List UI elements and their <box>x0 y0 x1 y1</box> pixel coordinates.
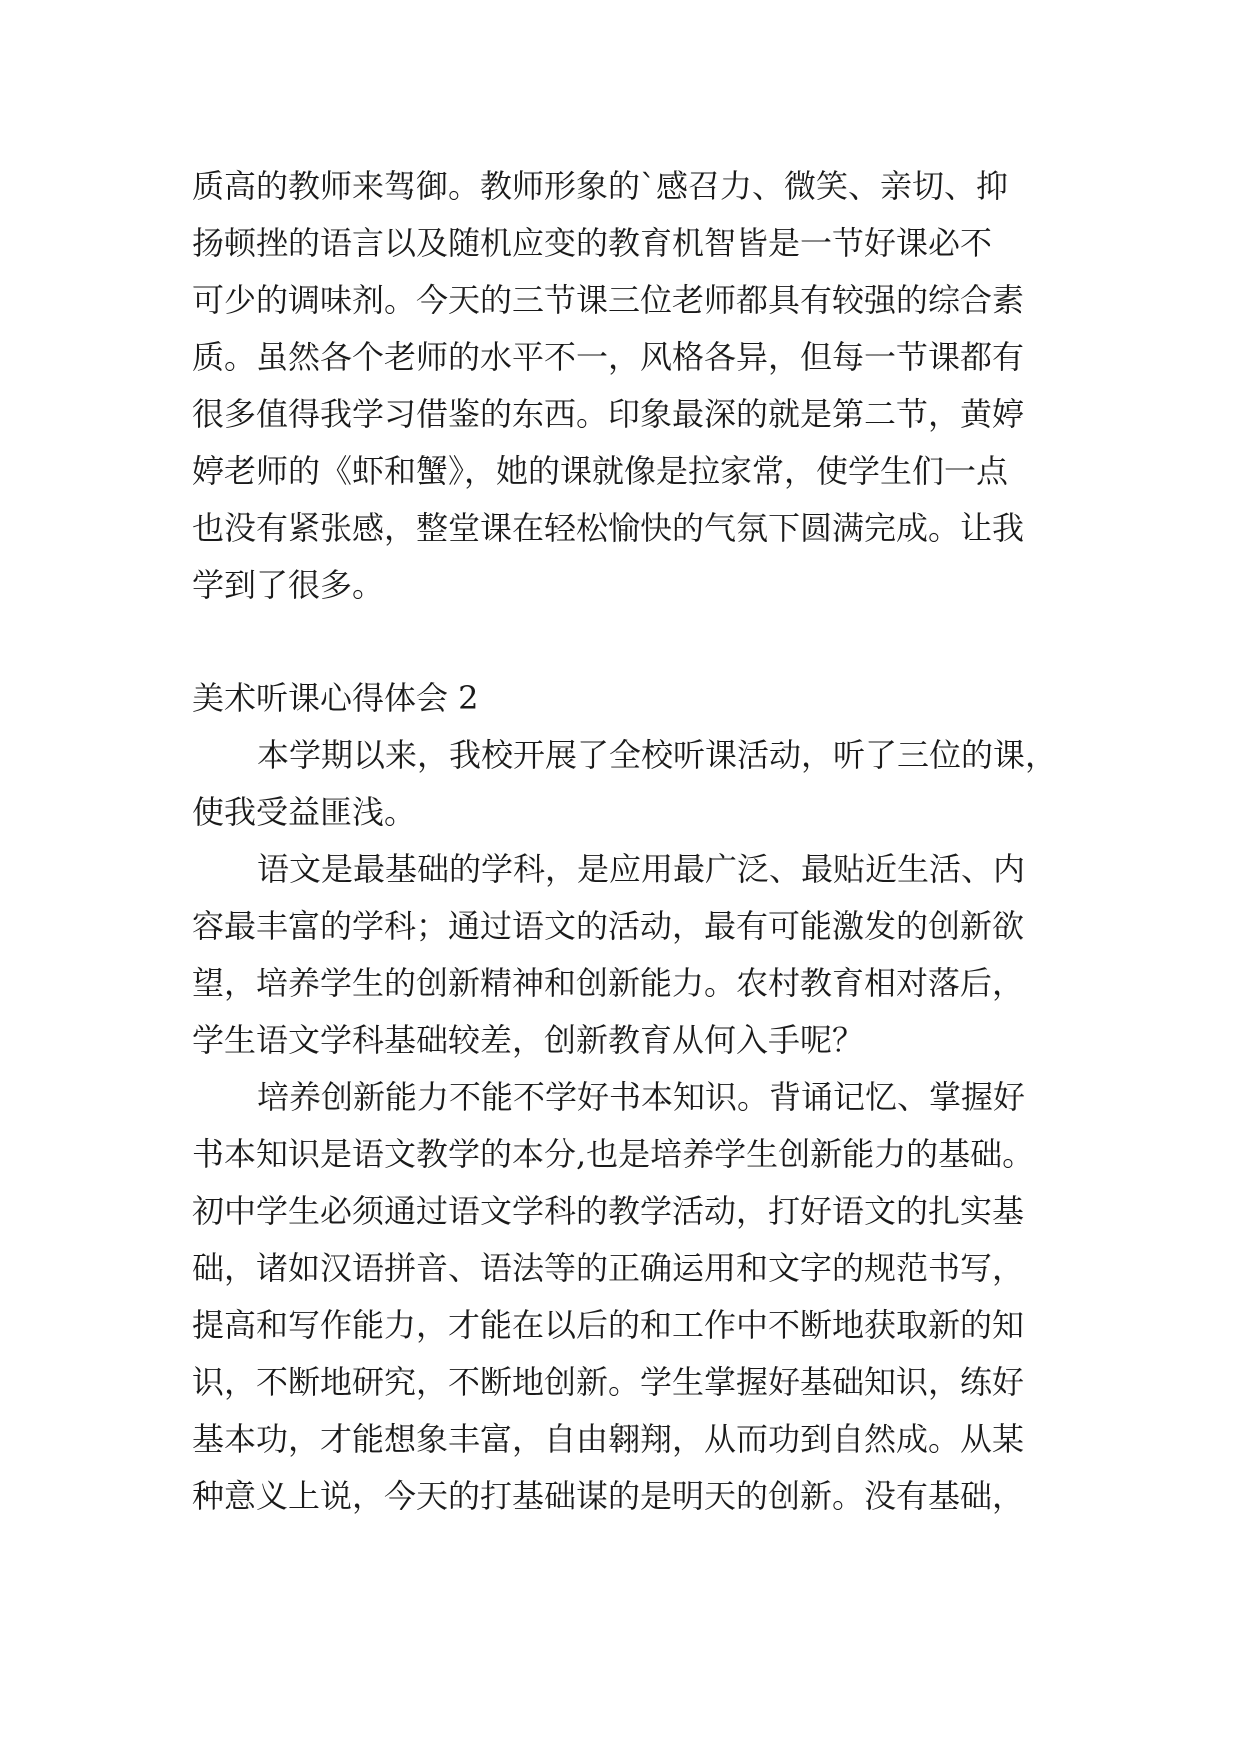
paragraph-line: 学生语文学科基础较差，创新教育从何入手呢？ <box>192 1021 865 1059</box>
paragraph-line: 语文是最基础的学科，是应用最广泛、最贴近生活、内 <box>257 850 1026 888</box>
paragraph-line: 础，诸如汉语拼音、语法等的正确运用和文字的规范书写， <box>192 1249 1025 1287</box>
paragraph-line: 质高的教师来驾御。教师形象的`感召力、微笑、亲切、抑 <box>192 167 1009 205</box>
paragraph-line: 望，培养学生的创新精神和创新能力。农村教育相对落后， <box>192 964 1025 1002</box>
paragraph-line: 基本功，才能想象丰富，自由翱翔，从而功到自然成。从某 <box>192 1420 1025 1458</box>
paragraph-line: 本学期以来，我校开展了全校听课活动，听了三位的课， <box>257 736 1058 774</box>
paragraph-line: 提高和写作能力，才能在以后的和工作中不断地获取新的知 <box>192 1306 1025 1344</box>
paragraph-line: 种意义上说，今天的打基础谋的是明天的创新。没有基础， <box>192 1477 1025 1515</box>
paragraph-line: 也没有紧张感，整堂课在轻松愉快的气氛下圆满完成。让我 <box>192 509 1025 547</box>
paragraph-line: 可少的调味剂。今天的三节课三位老师都具有较强的综合素 <box>192 281 1025 319</box>
paragraph-line: 很多值得我学习借鉴的东西。印象最深的就是第二节，黄婷 <box>192 395 1025 433</box>
paragraph-line: 婷老师的《虾和蟹》，她的课就像是拉家常，使学生们一点 <box>192 452 1009 490</box>
section-heading: 美术听课心得体会 2 <box>192 679 479 717</box>
paragraph-line: 使我受益匪浅。 <box>192 793 417 831</box>
paragraph-line: 学到了很多。 <box>192 566 385 604</box>
paragraph-line: 质。虽然各个老师的水平不一，风格各异，但每一节课都有 <box>192 338 1025 376</box>
paragraph-line: 容最丰富的学科；通过语文的活动，最有可能激发的创新欲 <box>192 907 1025 945</box>
paragraph-line: 书本知识是语文教学的本分,也是培养学生创新能力的基础。 <box>192 1135 1035 1173</box>
paragraph-line: 培养创新能力不能不学好书本知识。背诵记忆、掌握好 <box>257 1078 1026 1116</box>
paragraph-line: 扬顿挫的语言以及随机应变的教育机智皆是一节好课必不 <box>192 224 993 262</box>
paragraph-line: 识，不断地研究，不断地创新。学生掌握好基础知识，练好 <box>192 1363 1025 1401</box>
paragraph-line: 初中学生必须通过语文学科的教学活动，打好语文的扎实基 <box>192 1192 1025 1230</box>
